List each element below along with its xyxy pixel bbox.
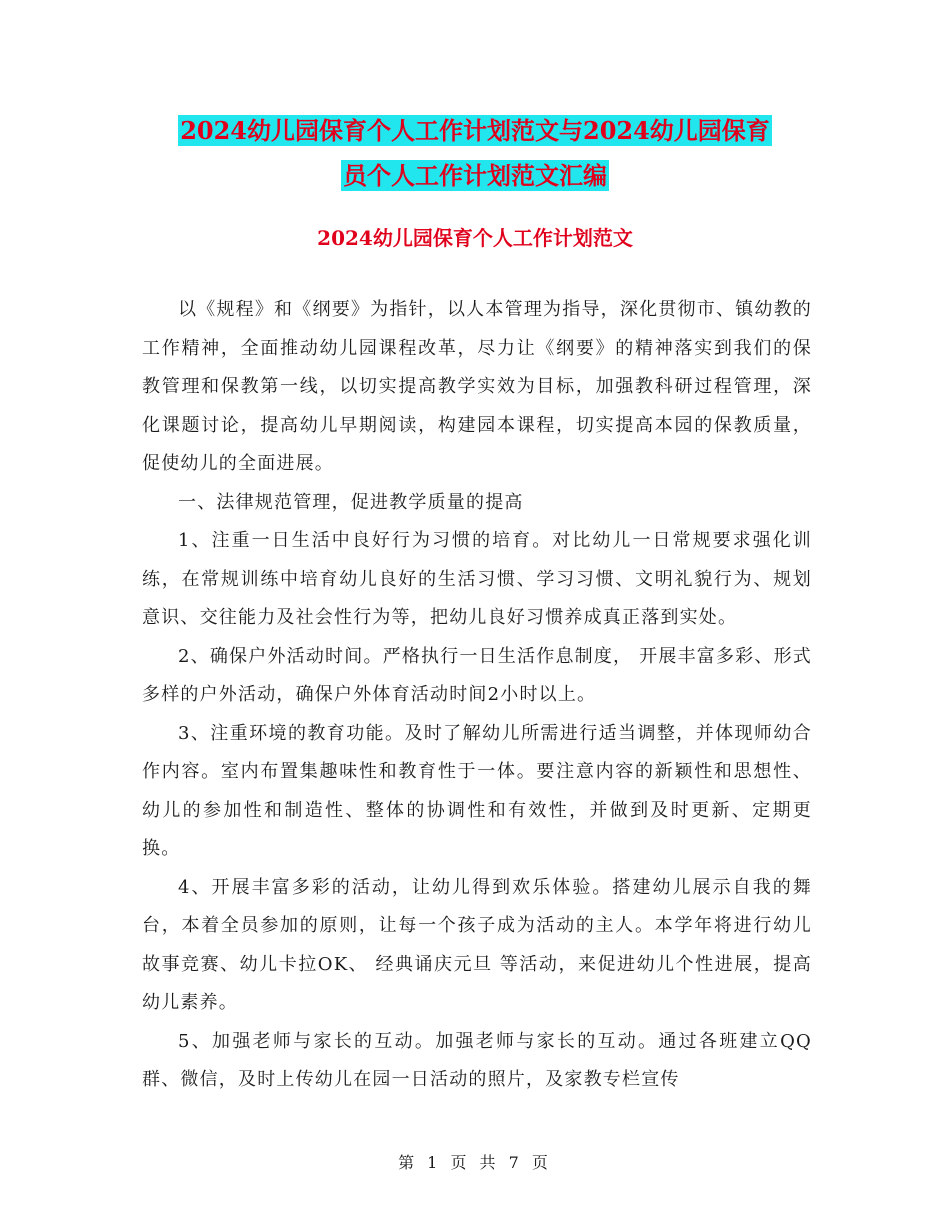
paragraph-item-2: 2、确保户外活动时间。严格执行一日生活作息制度， 开展丰富多彩、形式多样的户外活动，确保户外体育活动时间2小时以上。	[142, 645, 812, 705]
document-body	[142, 291, 812, 1100]
paragraph-item-3: 3、注重环境的教育功能。及时了解幼儿所需进行适当调整，并体现师幼合作内容。室内布置集趣味性和教育性于一体。要注意内容的新颖性和思想性、幼儿的参加性和制造性、整体的协调性和有效性，并做到及时更新、定期更换。	[142, 722, 812, 859]
paragraph-intro: 以《规程》和《纲要》为指针，以人本管理为指导，深化贯彻市、镇幼教的工作精神，全面推动幼儿园课程改革，尽力让《纲要》的精神落实到我们的保教管理和保教第一线，以切实提高教学实效为目标，加强教科研过程管理，深化课题讨论，提高幼儿早期阅读，构建园本课程，切实提高本园的保教质量，促使幼儿的全面进展。	[142, 299, 812, 474]
section-title: 2024幼儿园保育个人工作计划范文	[317, 226, 633, 250]
page-footer: 第 1 页 共 7 页	[398, 1153, 552, 1172]
paragraph-item-4: 4、开展丰富多彩的活动，让幼儿得到欢乐体验。搭建幼儿展示自我的舞台，本着全员参加的原则，让每一个孩子成为活动的主人。本学年将进行幼儿故事竞赛、幼儿卡拉OK、 经典诵庆元旦 等活动，来促进幼儿个性进展，提高幼儿素养。	[142, 876, 812, 1013]
paragraph-item-5: 5、加强老师与家长的互动。加强老师与家长的互动。通过各班建立QQ群、微信，及时上传幼儿在园一日活动的照片，及家教专栏宣传	[142, 1030, 812, 1090]
title-highlight-2: 员个人工作计划范文汇编	[343, 161, 607, 190]
title-highlight-1: 2024幼儿园保育个人工作计划范文与2024幼儿园保育	[180, 116, 770, 145]
paragraph-item-1: 1、注重一日生活中良好行为习惯的培育。对比幼儿一日常规要求强化训练，在常规训练中培育幼儿良好的生活习惯、学习习惯、文明礼貌行为、规划意识、交往能力及社会性行为等，把幼儿良好习惯养成真正落到实处。	[142, 530, 812, 628]
paragraph-heading-1: 一、法律规范管理，促进教学质量的提高	[178, 491, 524, 513]
document-title-line-2	[0, 153, 950, 198]
document-title-line-1	[0, 108, 950, 153]
